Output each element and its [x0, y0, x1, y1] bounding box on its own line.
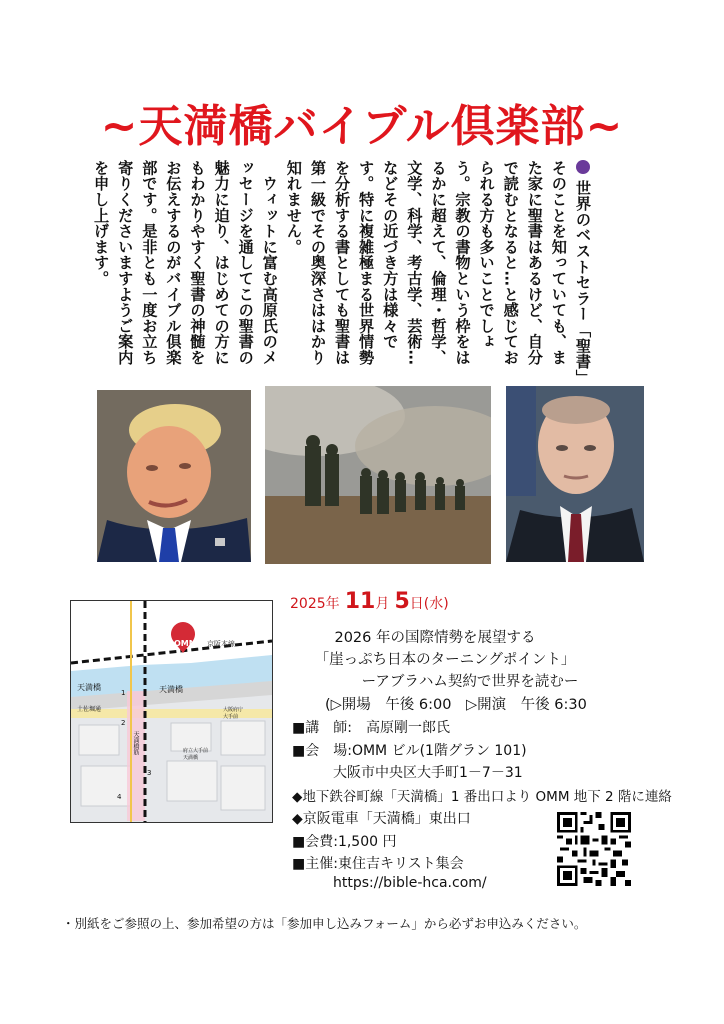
- map-exit-4: 4: [117, 793, 122, 801]
- map-label-tenmabashisuji: 天満橋筋: [132, 731, 139, 755]
- map-label-tenmabashi-2: 天満橋: [159, 685, 183, 694]
- map-label-keihan: 京阪本線: [207, 640, 235, 648]
- event-date: 2025年 11月 5日(水): [290, 589, 449, 614]
- map-exit-1: 1: [121, 689, 126, 697]
- event-line-2: 「崖っぷち日本のターニングポイント」: [314, 652, 576, 668]
- access-map: [70, 600, 273, 823]
- map-label-tenmabashi-1: 天満橋: [77, 683, 101, 692]
- detail-fee: ■会費:1,500 円: [292, 834, 397, 850]
- qr-code[interactable]: [557, 812, 631, 886]
- intro-paragraph-2: ウィットに富む高原氏のメッセージを通してこの聖書の魅力に迫り、はじめての方にもわかりやすく聖書の神髄をお伝えするのがバイブル倶楽部です。是非とも一度お立ち寄りくださいますようご案内を申し上げます。: [92, 160, 279, 366]
- event-line-1: 2026 年の国際情勢を展望する: [334, 630, 536, 646]
- map-label-tosabori: 土佐堀通: [77, 706, 102, 713]
- intro-paragraph-1: 世界のベストセラー「聖書」そのことを知っていても、また家に聖書はあるけど、自分で読むとなると…と感じておられる方も多いことでしょう。宗教の書物という枠をはるかに超えて、倫理・哲学、文学、科学、考古学、芸術…などその近づき方は様々です。特に複雑極まる世界情勢を分析する書としても聖書は第一級でその奥深さははかり知れません。: [284, 160, 592, 378]
- detail-host: ■主催:東住吉キリスト集会: [292, 856, 464, 872]
- map-label-omm: OMM: [174, 639, 197, 648]
- detail-address: 大阪市中央区大手町1－7－31: [333, 765, 523, 781]
- event-times: (▷開場 午後 6:00 ▷開演 午後 6:30: [325, 697, 587, 713]
- detail-speaker: ■講 師: 高原剛一郎氏: [292, 720, 450, 736]
- portrait-photo-right: [506, 386, 644, 562]
- detail-venue: ■会 場:OMM ビル(1階グラン 101): [292, 743, 527, 759]
- map-exit-2: 2: [121, 719, 126, 727]
- map-label-school: 府立大手前 天満橋: [183, 748, 209, 761]
- page-title: ~天満橋バイブル倶楽部~: [100, 101, 624, 152]
- soldiers-photo: [265, 386, 491, 564]
- portrait-photo-left: [97, 390, 251, 562]
- detail-subway: ◆地下鉄谷町線「天満橋」1 番出口より OMM 地下 2 階に連絡: [292, 789, 672, 805]
- website-link[interactable]: https://bible-hca.com/: [333, 875, 487, 891]
- detail-keihan: ◆京阪電車「天満橋」東出口: [292, 811, 471, 827]
- intro-text: [92, 160, 595, 378]
- grape-icon: [576, 160, 590, 174]
- event-line-3: ーアブラハム契約で世界を読むー: [361, 674, 579, 690]
- footer-note: ・別紙をご参照の上、参加希望の方は「参加申し込みフォーム」から必ずお申込みください。: [62, 916, 587, 931]
- map-label-fucho: 大阪府庁 大手前: [223, 707, 244, 720]
- map-exit-3: 3: [147, 769, 152, 777]
